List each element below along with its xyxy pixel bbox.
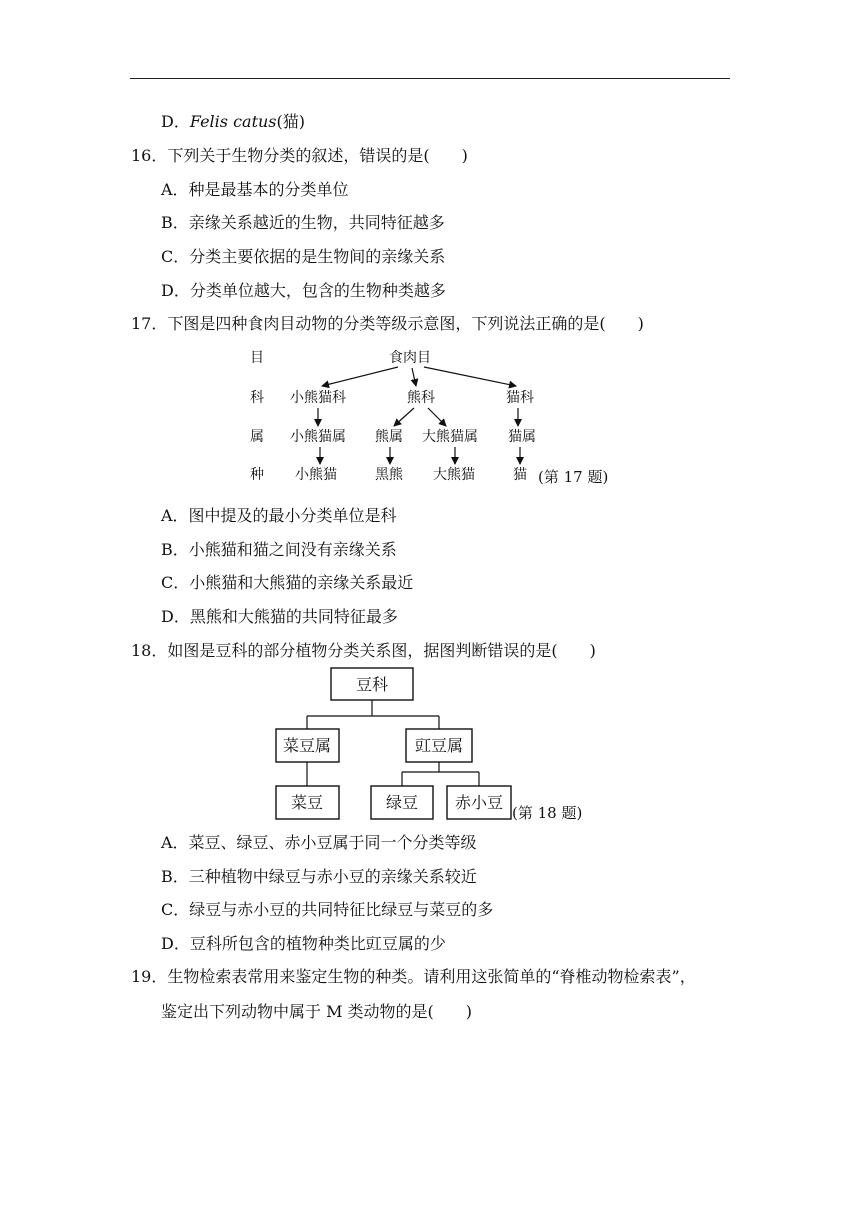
q17-family-cat: 猫科	[506, 390, 534, 406]
q17-species-black-bear: 黑熊	[375, 467, 403, 483]
q17-family-bear: 熊科	[407, 390, 435, 406]
q18-caption: (第 18 题)	[512, 804, 583, 822]
q18-classification-figure	[0, 664, 860, 824]
q17-genus-red-panda: 小熊猫属	[290, 429, 346, 445]
q19-stem-line-1: 19．生物检索表常用来鉴定生物的种类。请利用这张简单的“脊椎动物检索表”，	[131, 967, 696, 986]
q16-stem: 16．下列关于生物分类的叙述，错误的是( )	[131, 146, 468, 165]
q17-arrow-order-to-cat-family	[424, 367, 516, 386]
q17-caption: (第 17 题)	[538, 468, 609, 486]
q15-option-d-latin: Felis catus	[189, 112, 277, 131]
q18-option-b: B．三种植物中绿豆与赤小豆的亲缘关系较近	[161, 867, 477, 886]
q17-level-genus: 属	[250, 429, 264, 445]
q17-arrow-order-to-bear-family	[412, 368, 416, 386]
q17-arrow-to-bear-genus	[394, 408, 414, 426]
q17-level-order: 目	[250, 350, 264, 366]
q18-option-c: C．绿豆与赤小豆的共同特征比绿豆与菜豆的多	[161, 900, 494, 919]
q18-species-label-3: 赤小豆	[454, 793, 504, 812]
q15-option-d	[161, 111, 305, 133]
q17-species-red-panda: 小熊猫	[295, 467, 337, 483]
q17-option-c: C．小熊猫和大熊猫的亲缘关系最近	[161, 573, 414, 592]
q17-option-a: A．图中提及的最小分类单位是科	[161, 506, 397, 525]
q17-stem: 17．下图是四种食肉目动物的分类等级示意图，下列说法正确的是( )	[131, 314, 644, 333]
q17-taxonomy-figure	[0, 340, 860, 490]
q16-option-d: D．分类单位越大，包含的生物种类越多	[161, 281, 446, 300]
q18-genus-label-1: 菜豆属	[282, 736, 332, 755]
q17-level-family: 科	[250, 390, 264, 406]
q17-genus-cat: 猫属	[508, 429, 536, 445]
q18-species-label-1: 菜豆	[290, 793, 324, 812]
q18-family-label: 豆科	[355, 675, 389, 694]
q18-option-d: D．豆科所包含的植物种类比豇豆属的少	[161, 934, 446, 953]
q16-option-a: A．种是最基本的分类单位	[161, 180, 349, 199]
q18-stem: 18．如图是豆科的部分植物分类关系图，据图判断错误的是( )	[131, 641, 596, 660]
q17-species-giant-panda: 大熊猫	[433, 467, 475, 483]
q16-option-c: C．分类主要依据的是生物间的亲缘关系	[161, 247, 446, 266]
q17-level-species: 种	[250, 467, 264, 483]
q17-arrow-order-to-red-panda-family	[322, 367, 398, 386]
q15-option-d-prefix: D．	[161, 112, 190, 131]
q18-option-a: A．菜豆、绿豆、赤小豆属于同一个分类等级	[161, 833, 477, 852]
q15-option-d-suffix: (猫)	[276, 112, 306, 131]
q17-family-red-panda: 小熊猫科	[290, 390, 346, 406]
q17-genus-bear: 熊属	[375, 429, 403, 445]
q17-order-node: 食肉目	[389, 350, 431, 366]
q17-arrow-to-giant-panda-genus	[428, 408, 446, 426]
header-rule	[130, 78, 730, 79]
q17-option-b: B．小熊猫和猫之间没有亲缘关系	[161, 540, 397, 559]
q16-option-b: B．亲缘关系越近的生物，共同特征越多	[161, 213, 445, 232]
q17-option-d: D．黑熊和大熊猫的共同特征最多	[161, 607, 398, 626]
q19-stem-line-2: 鉴定出下列动物中属于 M 类动物的是( )	[161, 1002, 473, 1021]
q17-genus-giant-panda: 大熊猫属	[422, 429, 478, 445]
q18-genus-label-2: 豇豆属	[414, 736, 464, 755]
q18-species-label-2: 绿豆	[385, 793, 419, 812]
q17-species-cat: 猫	[513, 467, 527, 483]
